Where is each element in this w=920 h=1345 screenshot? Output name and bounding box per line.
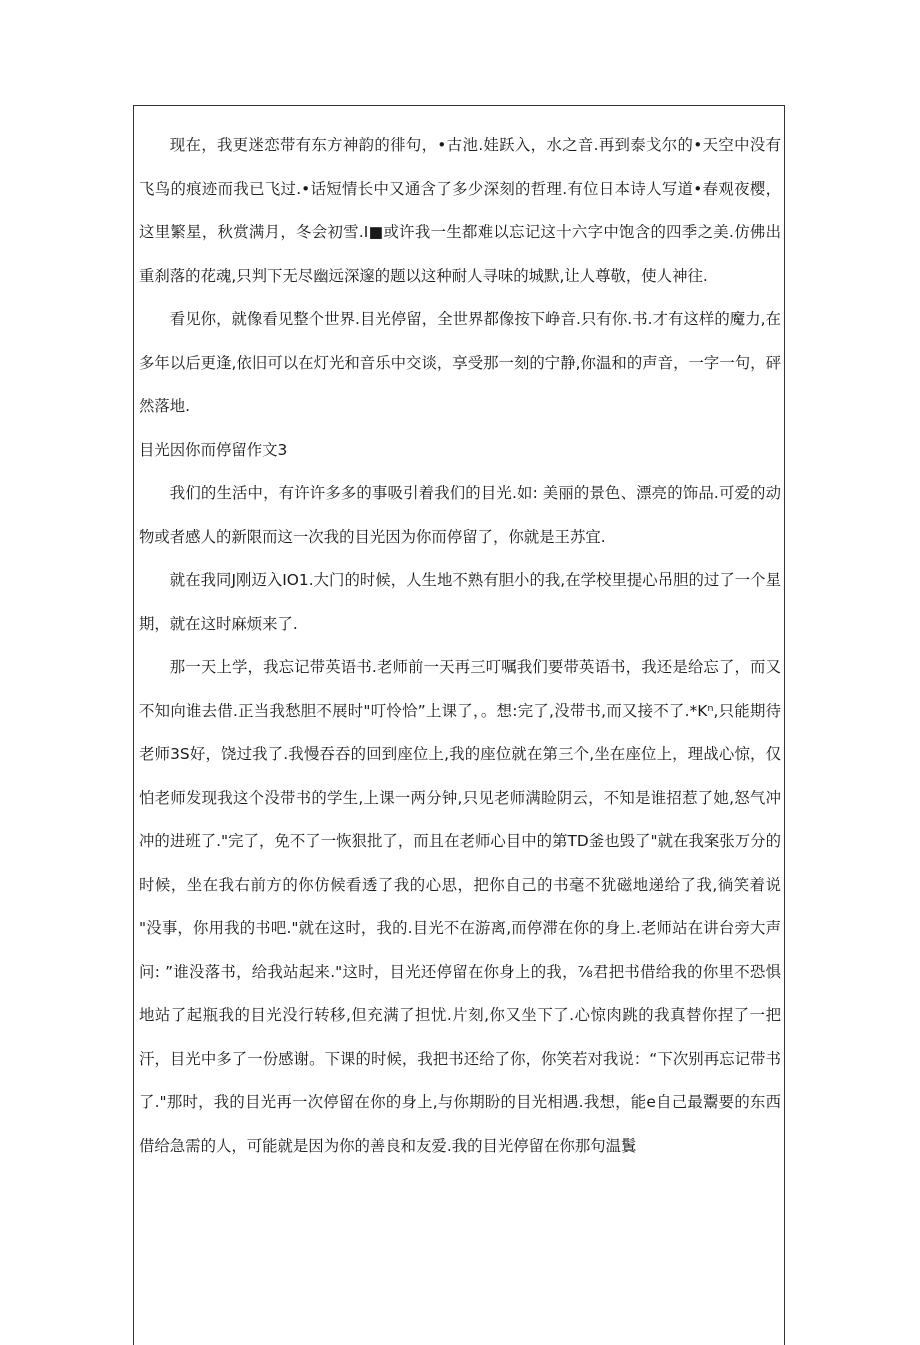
- section-heading: 目光因你而停留作文3: [139, 440, 288, 459]
- paragraph-5: 那一天上学，我忘记带英语书.老师前一天再三叮嘱我们要带英语书，我还是给忘了，而又不知向谁去借.正当我愁胆不展时"叮怜恰”上课了，。想:完了,没带书,而又接不了.*Kⁿ,只能期待老师3S好，饶过我了.我慢吞吞的回到座位上,我的座位就在第三个,坐在座位上，理战心惊，仅怕老师发现我这个没带书的学生,上课一两分钟,只见老师满睑阴云，不知是谁招惹了她,怒气冲冲的进班了."完了，免不了一恢狠批了，而且在老师心目中的第TD釜也毁了"就在我案张万分的时候，坐在我右前方的你仿候看透了我的心思，把你自己的书毫不犹磁地递给了我,徜笑着说 "没事，你用我的书吧."就在这时，我的.目光不在游离,而停滞在你的身上.老师站在讲台旁大声问: ”谁没落书，给我站起来."这时，目光还停留在你身上的我，⅞君把书借给我的你里不恐惧地站了起瓶我的目光没行转移,但充满了担忧.片刻,你又坐下了.心惊肉跳的我真替你捏了一把汗，目光中多了一份感谢。下课的时候，我把书还给了你，你笑若对我说：“下次别再忘记带书了."那时，我的目光再一次停留在你的身上,与你期盼的目光相遇.我想，能e自己最鬻要的东西借给急需的人，可能就是因为你的善良和友爱.我的目光停留在你那句温鬒: [139, 658, 781, 1155]
- paragraph-3: 我们的生活中，有许许多多的事吸引着我们的目光.如: 美丽的景色、漂亮的饰品.可爱的动物或者感人的新限而这一次我的目光因为你而停留了，你就是王苏宜.: [139, 484, 781, 546]
- document-body: [139, 124, 781, 1168]
- page-frame: [133, 105, 785, 1345]
- paragraph-2: 看见你，就像看见整个世界.目光停留，全世界都像按下峥音.只有你.书.才有这样的魔力,在多年以后更逢,依旧可以在灯光和音乐中交谈，享受那一刻的宁静,你温和的声音，一字一句，砰然落地.: [139, 310, 781, 415]
- paragraph-1: 现在，我更迷恋带有东方神韵的徘句，•古池.娃跃入，水之音.再到泰戈尔的•天空中没有飞鸟的痕迹而我已飞过.•话短情长中又通含了多少深刻的哲理.有位日本诗人写道•春观夜樱，这里繁星，秋赏满月，冬会初雪.I■或许我一生都难以忘记这十六字中饱含的四季之美.仿佛出重刹落的花魂,只判下无尽幽远深邃的题以这种耐人寻味的城默,让人尊敬，使人神往.: [139, 136, 781, 285]
- paragraph-4: 就在我同J刚迈入IO1.大门的时候，人生地不熟有胆小的我,在学校里提心吊胆的过了一个星期，就在这时麻烦来了.: [139, 571, 781, 633]
